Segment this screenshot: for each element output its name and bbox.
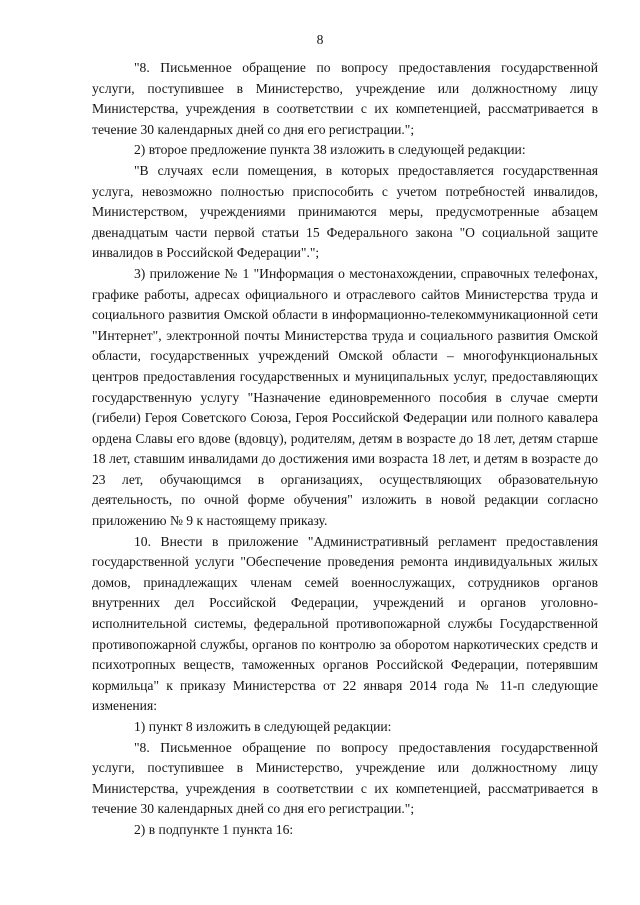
paragraph-item-2-subpoint: 2) в подпункте 1 пункта 16: xyxy=(134,821,294,837)
paragraph-quoted-point-8: "8. Письменное обращение по вопросу предоставления государственной услуги, поступившее в Министерство, учреждение или должностному лицу Министерства, учреждения в соответствии с их компетенцией, рассматривается в течение 30 календарных дней со дня его регистрации."; xyxy=(92,60,598,137)
paragraph-item-3: 3) приложение № 1 "Информация о местонахождении, справочных телефонах, графике работы, адресах официального и отраслевого сайтов Министерства труда и социального развития Омской области в информационно-телекоммуникационной сети "Интернет", электронной почты Министерства труда и социального развития Омской области, государственных учреждений Омской области – многофункциональных центров предоставления государственных и муниципальных услуг, предоставляющих государственную услугу "Назначение единовременного пособия в случае смерти (гибели) Героя Советского Союза, Героя Российской Федерации или полного кавалера ордена Славы его вдове (вдовцу), родителям, детям в возрасте до 18 лет, детям старше 18 лет, ставшим инвалидами до достижения ими возраста 18 лет, и детям в возрасте до 23 лет, обучающимся в организациях, осуществляющих образовательную деятельность, по очной форме обучения" изложить в новой редакции согласно приложению № 9 к настоящему приказу. xyxy=(92,265,598,529)
paragraph-quoted-accessibility: "В случаях если помещения, в которых предоставляется государственная услуга, невозможно полностью приспособить с учетом потребностей инвалидов, Министерством, учреждениями принимаются меры, предусмотренные абзацем двенадцатым части первой статьи 15 Федерального закона "О социальной защите инвалидов в Российской Федерации"."; xyxy=(92,162,598,261)
paragraph-quoted-point-8-second: "8. Письменное обращение по вопросу предоставления государственной услуги, поступившее в Министерство, учреждение или должностному лицу Министерства, учреждения в соответствии с их компетенцией, рассматривается в течение 30 календарных дней со дня его регистрации."; xyxy=(92,739,598,817)
paragraph-item-2: 2) второе предложение пункта 38 изложить в следующей редакции: xyxy=(134,142,526,158)
paragraph-point-10: 10. Внести в приложение "Административный регламент предоставления государственной услуги "Обеспечение проведения ремонта индивидуальных жилых домов, принадлежащих членам семей военнослужащих, сотрудников органов внутренних дел Российской Федерации, учреждений и органов уголовно-исполнительной системы, федеральной противопожарной службы Государственной противопожарной службы, органов по контролю за оборотом наркотических средств и психотропных веществ, таможенных органов Российской Федерации, потерявшим кормильца" к приказу Министерства от 22 января 2014 года № 11-п следующие изменения: xyxy=(92,533,598,714)
document-body xyxy=(92,58,598,841)
paragraph-item-1: 1) пункт 8 изложить в следующей редакции: xyxy=(134,719,392,734)
page-number: 8 xyxy=(316,32,324,47)
